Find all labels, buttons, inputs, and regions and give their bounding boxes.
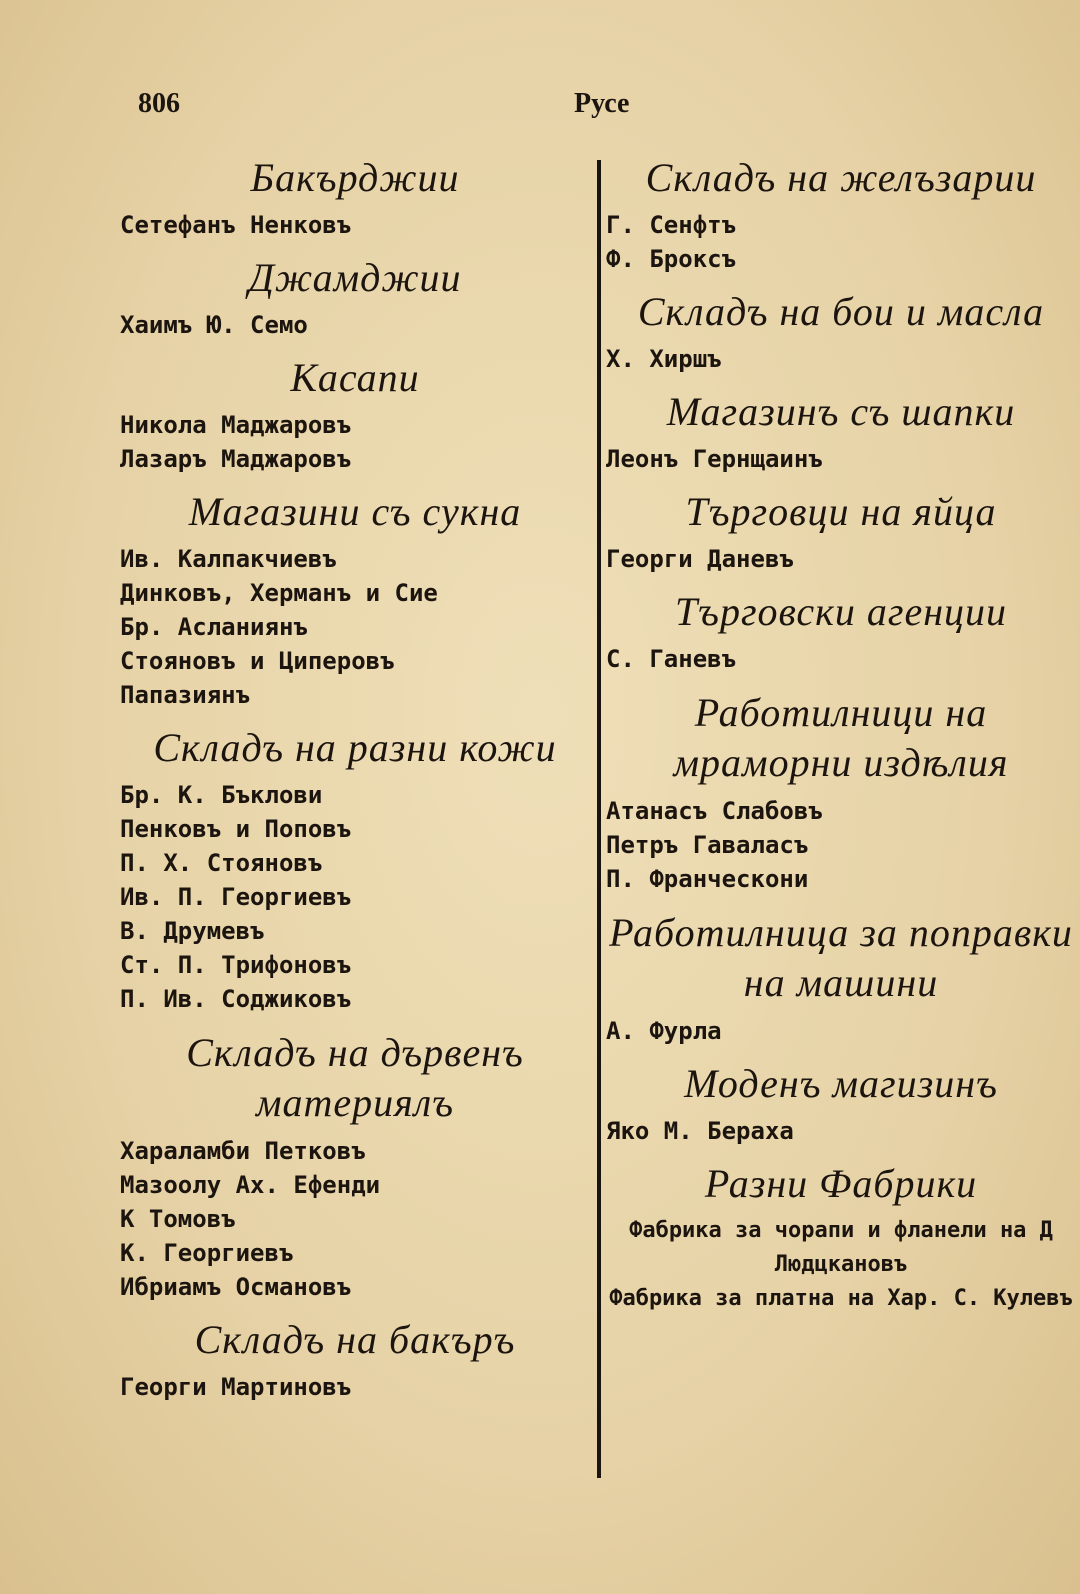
- directory-entry: Ив. П. Георгиевъ: [120, 883, 352, 911]
- section: [120, 150, 590, 242]
- section: [606, 1056, 1076, 1148]
- section: [120, 1312, 590, 1404]
- section-heading: Касапи: [290, 355, 420, 400]
- section: [606, 1156, 1076, 1316]
- section-heading: Работилница за поправки на машини: [609, 910, 1073, 1005]
- directory-entry: Фабрика за чорапи и фланели на Д Людцкановъ: [629, 1218, 1053, 1277]
- section: [606, 150, 1076, 276]
- section: [606, 584, 1076, 676]
- directory-entry: К. Георгиевъ: [120, 1239, 294, 1267]
- section-heading: Складъ на желъзарии: [645, 155, 1037, 200]
- directory-entry: А. Фурла: [606, 1017, 722, 1045]
- directory-entry: В. Друмевъ: [120, 917, 265, 945]
- directory-entry: Ст. П. Трифоновъ: [120, 951, 352, 979]
- directory-entry: Динковъ, Херманъ и Сие: [120, 579, 438, 607]
- section: [606, 484, 1076, 576]
- section-heading: Складъ на разни кожи: [153, 725, 557, 770]
- column-divider: [597, 160, 601, 1478]
- directory-entry: Бр. К. Бъклови: [120, 781, 323, 809]
- directory-entry: Стояновъ и Циперовъ: [120, 647, 395, 675]
- section: [606, 384, 1076, 476]
- directory-entry: Х. Хиршъ: [606, 345, 722, 373]
- directory-entry: Сетефанъ Ненковъ: [120, 211, 352, 239]
- right-column: [606, 150, 1076, 1324]
- section: [120, 484, 590, 712]
- section: [120, 720, 590, 1016]
- section-heading: Магазинъ съ шапки: [666, 389, 1016, 434]
- section: [120, 350, 590, 476]
- directory-entry: Ибриамъ Османовъ: [120, 1273, 352, 1301]
- directory-entry: Фабрика за платна на Хар. С. Кулевъ: [609, 1286, 1073, 1311]
- section: [120, 250, 590, 342]
- section: [606, 284, 1076, 376]
- directory-entry: Георги Даневъ: [606, 545, 794, 573]
- directory-entry: П. Франческони: [606, 865, 809, 893]
- directory-entry: Никола Маджаровъ: [120, 411, 352, 439]
- section: [606, 684, 1076, 896]
- directory-entry: Лазаръ Маджаровъ: [120, 445, 352, 473]
- section-heading: Складъ на бои и масла: [637, 289, 1045, 334]
- section-heading: Складъ на бакъръ: [194, 1317, 516, 1362]
- section-heading: Работилници на мраморни издѣлия: [673, 690, 1009, 785]
- directory-entry: Хаимъ Ю. Семо: [120, 311, 308, 339]
- section-heading: Разни Фабрики: [704, 1161, 978, 1206]
- directory-entry: Папазиянъ: [120, 681, 251, 709]
- directory-entry: К Томовъ: [120, 1205, 236, 1233]
- directory-entry: Георги Мартиновъ: [120, 1373, 352, 1401]
- directory-entry: П. Ив. Соджиковъ: [120, 985, 352, 1013]
- section-heading: Търговски агенции: [674, 589, 1008, 634]
- section-heading: Моденъ магизинъ: [684, 1061, 998, 1106]
- section-heading: Складъ на дървенъ материялъ: [186, 1030, 524, 1125]
- directory-entry: П. Х. Стояновъ: [120, 849, 323, 877]
- directory-entry: Бр. Асланиянъ: [120, 613, 308, 641]
- section: [606, 904, 1076, 1048]
- section-heading: Бакърджии: [250, 155, 460, 200]
- directory-entry: Ив. Калпакчиевъ: [120, 545, 337, 573]
- page-header: [0, 88, 1080, 128]
- section: [120, 1024, 590, 1304]
- directory-entry: Леонъ Гернщаинъ: [606, 445, 823, 473]
- directory-entry: Яко М. Бераха: [606, 1117, 794, 1145]
- section-heading: Търговци на яйца: [685, 489, 997, 534]
- directory-entry: Мазоолу Ах. Ефенди: [120, 1171, 381, 1199]
- directory-entry: Г. Сенфтъ: [606, 211, 737, 239]
- section-heading: Джамджии: [248, 255, 462, 300]
- directory-entry: С. Ганевъ: [606, 645, 737, 673]
- directory-entry: Пенковъ и Поповъ: [120, 815, 352, 843]
- page-number: 806: [138, 88, 180, 119]
- directory-entry: Хараламби Петковъ: [120, 1137, 366, 1165]
- left-column: [120, 150, 590, 1412]
- directory-entry: Ф. Броксъ: [606, 245, 737, 273]
- running-title: Русе: [574, 88, 630, 119]
- directory-entry: Петръ Гаваласъ: [606, 831, 809, 859]
- directory-entry: Атанасъ Слабовъ: [606, 797, 823, 825]
- section-heading: Магазини съ сукна: [188, 489, 522, 534]
